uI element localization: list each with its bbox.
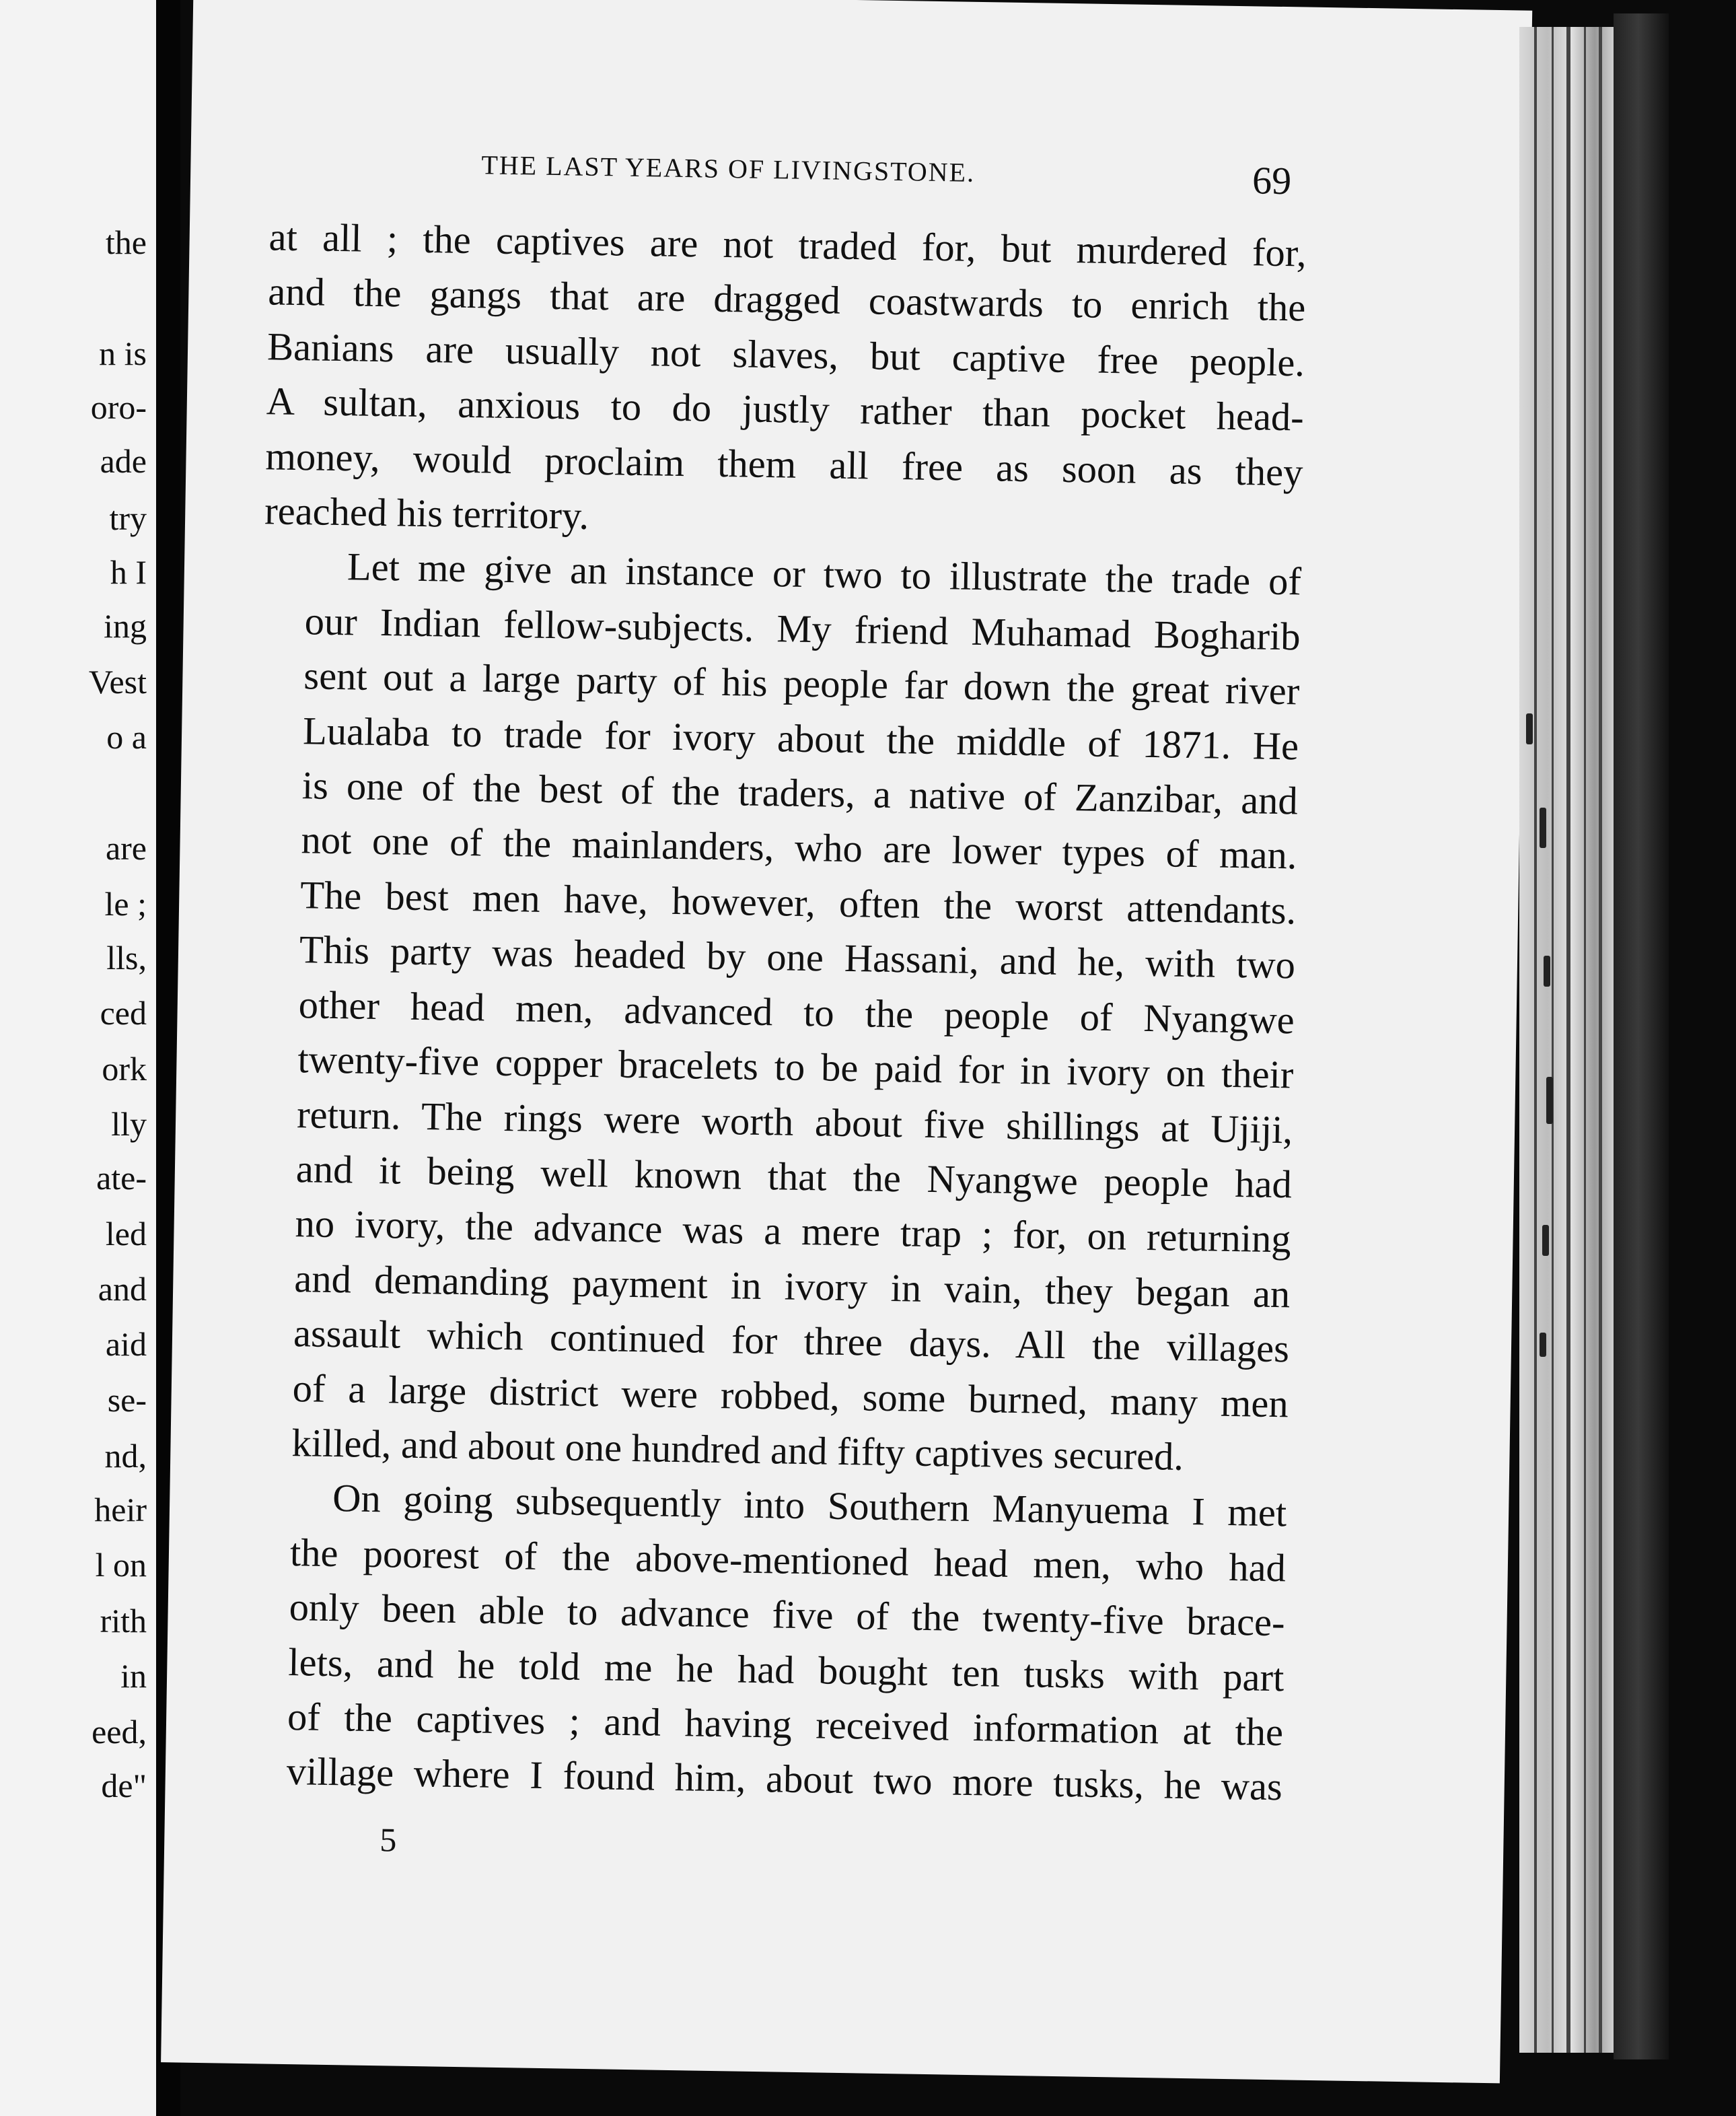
text-line: A sultan, anxious to do justly rather than pocket head-: [266, 379, 1305, 439]
previous-page-line-fragment: oro-: [90, 388, 147, 426]
text-line: of the captives ; and having received information at the: [287, 1695, 1284, 1755]
text-line: money, would proclaim them all free as soon as they: [265, 433, 1303, 495]
previous-page-line-fragment: n is: [99, 334, 147, 372]
text-line: of a large district were robbed, some burned, many men: [292, 1366, 1289, 1425]
page-number: 69: [1252, 158, 1292, 203]
text-line: and demanding payment in ivory in vain, they began an: [293, 1256, 1291, 1316]
text-line: twenty-five copper bracelets to be paid for in ivory on their: [297, 1037, 1294, 1097]
previous-page-line-fragment: se-: [107, 1381, 147, 1419]
text-line: This party was headed by one Hassani, and he, with two: [299, 927, 1296, 987]
paragraph: [264, 209, 1307, 555]
previous-page-line-fragment: try: [109, 499, 147, 537]
previous-page-line-fragment: nd,: [104, 1437, 147, 1475]
text-line: only been able to advance five of the twenty-five brace-: [289, 1585, 1286, 1645]
previous-page-line-fragment: heir: [94, 1491, 147, 1528]
text-line: our Indian fellow-subjects. My friend Muhamad Bogharib: [304, 599, 1301, 659]
text-line: is one of the best of the traders, a native of Zanzibar, and: [301, 763, 1299, 823]
text-line: at all ; the captives are not traded for, but murdered for,: [268, 215, 1307, 275]
text-line: other head men, advanced to the people of Nyangwe: [298, 982, 1295, 1043]
previous-page-line-fragment: in: [120, 1657, 147, 1695]
text-line: and the gangs that are dragged coastwards to enrich the: [267, 269, 1306, 330]
previous-page-line-fragment: Vest: [88, 663, 147, 701]
text-line: and it being well known that the Nyangwe people had: [295, 1147, 1293, 1207]
text-line: lets, and he told me he had bought ten tusks with part: [287, 1639, 1285, 1699]
previous-page-line-fragment: lly: [111, 1105, 147, 1143]
previous-page-fragment: [0, 0, 156, 2116]
previous-page-line-fragment: rith: [100, 1602, 147, 1639]
text-line: The best men have, however, often the worst attendants.: [299, 873, 1297, 933]
previous-page-line-fragment: lls,: [106, 939, 147, 977]
previous-page-line-fragment: eed,: [92, 1713, 147, 1751]
previous-page-line-fragment: are: [105, 829, 147, 867]
paragraph: [244, 1469, 1287, 1814]
body-text: [244, 209, 1307, 1814]
previous-page-line-fragment: ork: [102, 1050, 147, 1088]
text-line: assault which continued for three days. All the villages: [293, 1311, 1290, 1371]
previous-page-line-fragment: ced: [100, 994, 147, 1032]
signature-mark: 5: [379, 1821, 397, 1859]
previous-page-line-fragment: and: [98, 1270, 147, 1308]
text-line: no ivory, the advance was a mere trap ; for, on returning: [295, 1201, 1292, 1261]
previous-page-line-fragment: aid: [105, 1325, 147, 1363]
text-line: the poorest of the above-mentioned head men, who had: [289, 1530, 1287, 1590]
previous-page-line-fragment: l on: [95, 1546, 147, 1584]
text-line: Banians are usually not slaves, but captive free people.: [266, 324, 1305, 385]
page-fore-edge: [1519, 27, 1614, 2053]
text-line: sent out a large party of his people far down the great river: [303, 654, 1300, 713]
text-line: On going subsequently into Southern Manyuema I met: [332, 1476, 1287, 1535]
running-head: THE LAST YEARS OF LIVINGSTONE.: [481, 149, 976, 188]
text-line: reached his territory.: [264, 489, 589, 538]
text-line: Let me give an instance or two to illustrate the trade of: [347, 544, 1302, 604]
previous-page-line-fragment: o a: [106, 718, 147, 756]
text-line: killed, and about one hundred and fifty captives secured.: [291, 1421, 1184, 1479]
previous-page-line-fragment: ade: [100, 442, 147, 480]
previous-page-line-fragment: h I: [110, 553, 147, 591]
previous-page-line-fragment: ing: [104, 607, 147, 645]
previous-page-line-fragment: le ;: [104, 885, 147, 923]
previous-page-line-fragment: led: [105, 1215, 147, 1253]
previous-page-line-fragment: ate-: [96, 1159, 147, 1197]
text-line: Lualaba to trade for ivory about the middle of 1871. He: [302, 708, 1299, 769]
previous-page-line-fragment: de": [101, 1767, 147, 1804]
book-cover-edge: [1614, 13, 1669, 2059]
previous-page-line-fragment: the: [105, 223, 147, 261]
book-page: [161, 0, 1532, 2083]
text-line: return. The rings were worth about five shillings at Ujiji,: [296, 1092, 1293, 1152]
paragraph: [250, 538, 1302, 1486]
text-line: not one of the mainlanders, who are lower types of man.: [301, 818, 1297, 878]
text-line: village where I found him, about two more tusks, he was: [286, 1749, 1283, 1809]
